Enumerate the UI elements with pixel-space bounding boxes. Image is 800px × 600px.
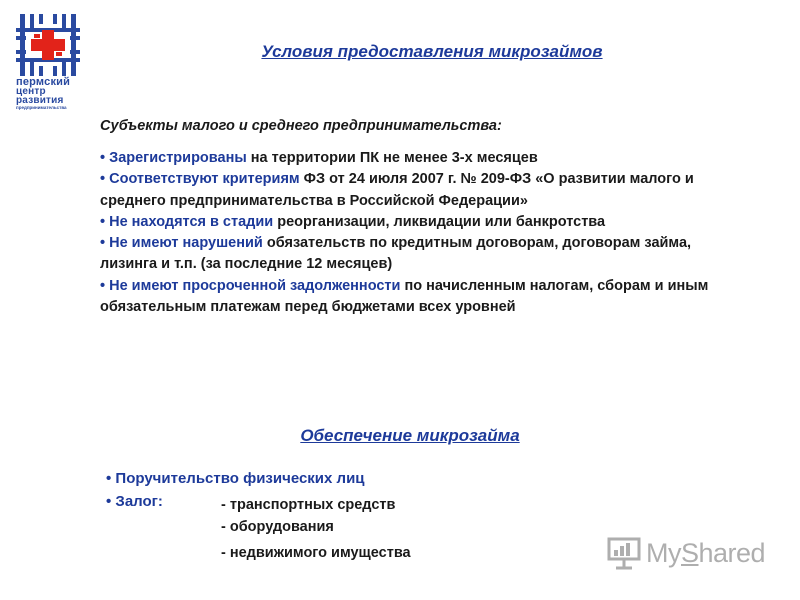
criteria-item	[100, 148, 730, 169]
criteria-item	[100, 276, 730, 319]
presentation-board-icon	[606, 536, 642, 570]
watermark-prefix: My	[646, 537, 681, 568]
pledge-item: - транспортных средств	[221, 497, 396, 513]
logo-line-1: пермский	[16, 76, 71, 88]
watermark	[606, 536, 765, 570]
criteria-highlight: Не имеют нарушений	[109, 235, 263, 252]
criteria-text: ФЗ от 24 июля 2007 г. № 209-ФЗ «О развитии малого и среднего предпринимательства в Российской Федерации»	[100, 171, 694, 209]
criteria-highlight: Зарегистрированы	[109, 150, 247, 166]
criteria-highlight: Не имеют просроченной задолженности	[109, 277, 401, 294]
watermark-text	[646, 538, 765, 569]
bullet-icon: •	[100, 171, 110, 188]
pledge-list	[221, 494, 411, 564]
security-title: Обеспечение микрозайма	[300, 426, 520, 445]
criteria-list	[100, 148, 730, 318]
logo-line-3: предпринимательства	[16, 105, 67, 110]
criteria-text: на территории ПК не менее 3-х месяцев	[246, 150, 538, 166]
logo-line-2: центр развития	[16, 86, 64, 106]
criteria-text: по начисленным налогам, сборам и иным обязательным платежам перед бюджетами всех уровней	[100, 277, 709, 316]
organization-logo	[16, 14, 86, 111]
watermark-suffix: hared	[698, 537, 766, 568]
criteria-text: обязательств по кредитным договорам, договорам займа, лизинга и т.п. (за последние 12 месяцев)	[100, 235, 692, 273]
bullet-icon: •	[100, 235, 110, 252]
criteria-text: реорганизации, ликвидации или банкротства	[273, 213, 606, 230]
criteria-highlight: Не находятся в стадии	[109, 213, 274, 230]
bullet-icon: •	[106, 493, 116, 510]
pledge-item: - недвижимого имущества	[221, 545, 411, 561]
bullet-icon: •	[106, 470, 116, 487]
security-item-label: Поручительство физических лиц	[115, 470, 365, 487]
logo-caption	[16, 78, 86, 111]
criteria-item	[100, 233, 730, 276]
watermark-mid: S	[681, 537, 699, 568]
page-title: Условия предоставления микрозаймов	[261, 42, 603, 61]
bullet-icon: •	[100, 150, 110, 166]
criteria-item	[100, 169, 730, 212]
bullet-icon: •	[100, 213, 110, 230]
security-item-label: Залог:	[115, 493, 163, 510]
criteria-item	[100, 212, 730, 233]
criteria-highlight: Соответствуют критериям	[109, 171, 300, 188]
bullet-icon: •	[100, 277, 110, 294]
security-item	[106, 470, 365, 487]
pledge-item: - оборудования	[221, 519, 334, 535]
subjects-heading: Субъекты малого и среднего предпринимательства:	[100, 118, 502, 134]
